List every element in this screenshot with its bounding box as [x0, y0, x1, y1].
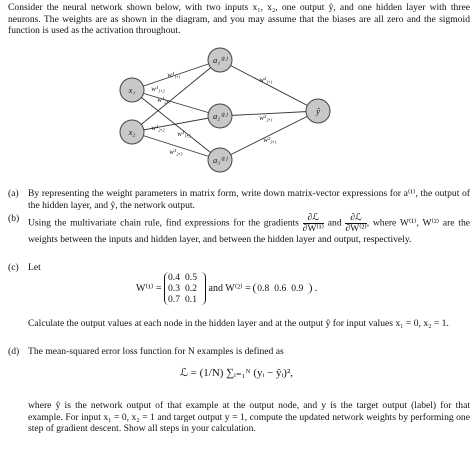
neural-network-diagram [110, 44, 364, 182]
weight-w1-21: w¹₂,₁ [157, 96, 171, 104]
label-x2: x₂ [128, 127, 136, 137]
weight-w1-12: w¹₁,₂ [151, 85, 165, 93]
weight-w2-11: w²₁,₁ [259, 76, 273, 84]
question-label: (b) [8, 213, 20, 224]
question-a [8, 188, 470, 211]
question-text-cont: W⁽¹⁾, W⁽²⁾ are the weights between the inputs and hidden layer, and between the hidden layer and output, respectively. [28, 217, 470, 245]
label-a1: a₁⁽¹⁾ [213, 55, 227, 65]
question-d-cont [8, 400, 470, 435]
label-x1: x₁ [128, 85, 136, 95]
question-text: The mean-squared error loss function for N examples is defined as [28, 346, 284, 357]
w2-matrix: 0.8 0.6 0.9 [253, 283, 312, 294]
loss-formula: ℒ = (1/N) ∑ᵢ₌₁ᴺ (yᵢ − ŷᵢ)², [180, 367, 293, 379]
weight-matrices: W⁽¹⁾ = 0.4 0.5 0.3 0.2 0.7 0.1 and W⁽²⁾ = 0.8 0.6 0.9 . [136, 272, 318, 305]
question-text: Calculate the output values at each node in the hidden layer and at the output ŷ for input values x₁ = 0, x₂ = 1. [28, 318, 449, 329]
weight-w1-13: w¹₁,₃ [177, 130, 191, 138]
question-b: (b) Using the multivariate chain rule, find expressions for the gradients $\frac{\text{∂ℒ}}{\text{∂W⁽¹⁾}}$ and $\frac{\text{∂ℒ}}{\text{∂W⁽²⁾}}$ , where W⁽¹⁾, W⁽²⁾ are the weights between the inputs and hidden layer, and between the hidden layer and output, respectively. [8, 212, 470, 245]
question-text: Let [28, 262, 41, 273]
question-text: where ŷ is the network output of that example at the output node, and y is the target output (label) for that example. For input x₁ = 0, x₂ = 1 and target output y = 1, compute the updated network weights by performing one step of gradient descent. Show all steps in your calculation. [28, 400, 470, 435]
question-label: (d) [8, 346, 20, 357]
label-a3: a₃⁽¹⁾ [213, 155, 227, 165]
problem-intro: Consider the neural network shown below, with two inputs x₁, x₂, one output ŷ, and one hidden layer with three neurons. The weights are as shown in the diagram, and you may assume that the biases are all zero and the sigmoid function is used as the activation throughout. [8, 2, 470, 37]
w1-matrix: 0.4 0.5 0.3 0.2 0.7 0.1 [164, 272, 206, 305]
question-c-cont [8, 318, 470, 330]
question-label: (c) [8, 262, 19, 273]
label-yhat: ŷ [316, 106, 320, 116]
label-a2: a₂⁽¹⁾ [213, 111, 227, 121]
w1-label: W⁽¹⁾ = [136, 282, 162, 294]
question-label: (a) [8, 188, 19, 199]
weight-w1-11: w¹₁,₁ [167, 71, 181, 79]
edge-x2-a2 [132, 116, 220, 132]
weight-w2-31: w²₃,₁ [263, 136, 277, 144]
gradient-w1: $\frac{\text{∂ℒ}}{\text{∂W⁽¹⁾}}$ [302, 212, 325, 234]
question-text: By representing the weight parameters in matrix form, write down matrix-vector expressions for a⁽¹⁾, the output of the hidden layer, and ŷ, the network output. [28, 188, 470, 211]
gradient-w2: $\frac{\text{∂ℒ}}{\text{∂W⁽²⁾}}$ [345, 212, 367, 234]
weight-w1-23: w¹₂,₃ [169, 148, 183, 156]
edge-a1-y [220, 60, 318, 111]
question-d [8, 346, 470, 358]
edge-x1-a2 [132, 90, 220, 116]
question-text: Using the multivariate chain rule, find expressions for the gradients [28, 217, 299, 229]
weight-w2-21: w²₂,₁ [259, 114, 273, 122]
w2-label: and W⁽²⁾ = [208, 282, 251, 294]
weight-w1-22: w¹₂,₂ [151, 124, 165, 132]
